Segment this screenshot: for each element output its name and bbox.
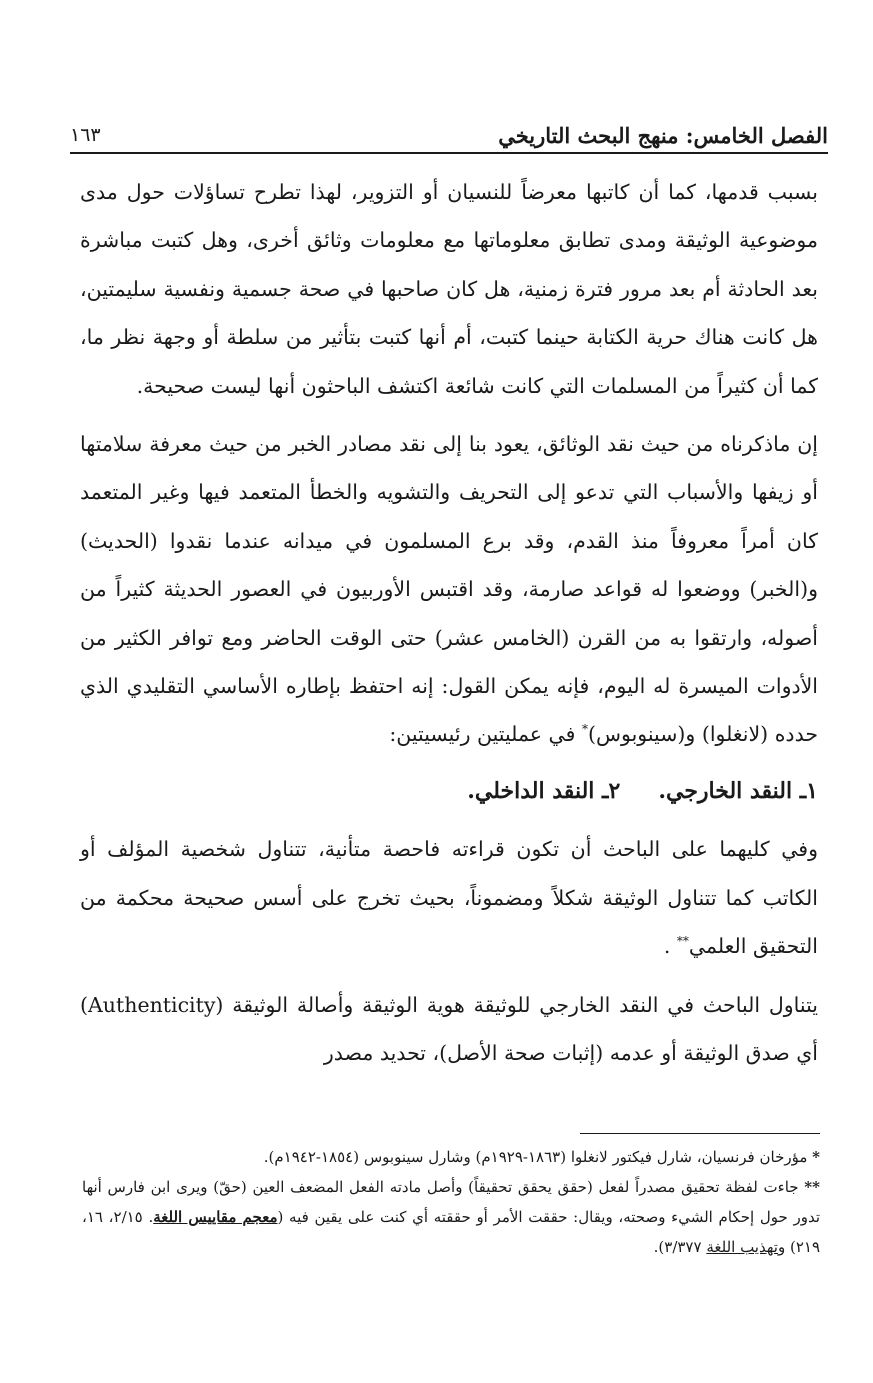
- paragraph-4-text: يتناول الباحث في النقد الخارجي للوثيقة هوية الوثيقة وأصالة الوثيقة: [223, 992, 818, 1017]
- body-text: [80, 168, 818, 1077]
- paragraph-4: [80, 981, 818, 1078]
- footnotes: [82, 1133, 820, 1262]
- footnote-2-end: ٣/٣٧٧).: [653, 1238, 707, 1256]
- page-header: [70, 108, 828, 154]
- footnote-mark-2: **: [676, 934, 689, 949]
- footnote-2-mid: . ٢/١٥، ١٦، ٢١٩) و: [82, 1208, 820, 1256]
- criticism-headings: [80, 767, 818, 815]
- footnote-1: [82, 1142, 820, 1172]
- footnote-divider: [580, 1133, 820, 1134]
- heading-external-criticism: ١ـ النقد الخارجي.: [658, 777, 818, 804]
- paragraph-3-text: وفي كليهما على الباحث أن تكون قراءته فاحصة متأنية، تتناول شخصية المؤلف أو الكاتب كما تتناول الوثيقة شكلاً ومضموناً، بحيث تخرج على أسس صحيحة محكمة من التحقيق العلمي: [80, 837, 818, 959]
- footnote-2-text: جاءت لفظة تحقيق مصدراً لفعل (حقق يحقق تحقيقاً) وأصل مادته الفعل المضعف العين (حقّ) ويرى ابن فارس أنها تدور حول إحكام الشيء وصحته، ويقال: حققت الأمر أو حققته أي كنت على يقين فيه (: [82, 1178, 820, 1226]
- footnote-2: [82, 1172, 820, 1262]
- paragraph-1: بسبب قدمها، كما أن كاتبها معرضاً للنسيان أو التزوير، لهذا تطرح تساؤلات حول مدى موضوعية الوثيقة ومدى تطابق معلوماتها مع معلومات وثائق أخرى، وهل كتبت مباشرة بعد الحادثة أم بعد مرور فترة زمنية، هل كان صاحبها في صحة جسمية ونفسية سليمتين، هل كانت هناك حرية الكتابة حينما كتبت، أم أنها كتبت بتأثير من سلطة أو وجهة نظر ما، كما أن كثيراً من المسلمات التي كانت شائعة اكتشف الباحثون أنها ليست صحيحة.: [80, 180, 818, 398]
- paragraph-4-end: أي صدق الوثيقة أو عدمه (إثبات صحة الأصل)، تحديد مصدر: [323, 1040, 818, 1065]
- footnote-mark-1: *: [581, 722, 588, 737]
- paragraph-3-end: .: [663, 934, 677, 959]
- footnote-1-mark: *: [812, 1148, 820, 1166]
- page-number: ١٦٣: [70, 124, 101, 146]
- footnote-2-underlined-reference: تهذيب اللغة: [706, 1238, 778, 1256]
- footnote-2-mark: **: [804, 1178, 820, 1196]
- chapter-title: الفصل الخامس: منهج البحث التاريخي: [498, 123, 828, 148]
- footnote-2-bold-reference: معجم مقاييس اللغة: [153, 1208, 278, 1226]
- heading-internal-criticism: ٢ـ النقد الداخلي.: [467, 777, 621, 804]
- paragraph-3: [80, 825, 818, 970]
- paragraph-2: [80, 420, 818, 759]
- paragraph-2-text: إن ماذكرناه من حيث نقد الوثائق، يعود بنا إلى نقد مصادر الخبر من حيث معرفة سلامتها أو زيفها والأسباب التي تدعو إلى التحريف والتشويه والخطأ المتعمد فيها وغير المتعمد كان أمراً معروفاً منذ القدم، وقد برع المسلمون في ميدانه عندما نقدوا (الحديث) و(الخبر) ووضعوا له قواعد صارمة، وقد اقتبس الأوربيون في العصور الحديثة كثيراً من أصوله، وارتقوا به من القرن (الخامس عشر) حتى الوقت الحاضر ومع توافر الكثير من الأدوات الميسرة له اليوم، فإنه يمكن القول: إنه احتفظ بإطاره الأساسي التقليدي الذي حدده (لانغلوا) و(سينوبوس): [80, 432, 818, 747]
- paragraph-2-end: في عمليتين رئيسيتين:: [389, 722, 582, 747]
- latin-term: (Authenticity): [80, 992, 224, 1017]
- footnote-1-text: مؤرخان فرنسيان، شارل فيكتور لانغلوا (١٨٦٣-١٩٢٩م) وشارل سينوبوس (١٨٥٤-١٩٤٢م).: [263, 1148, 813, 1166]
